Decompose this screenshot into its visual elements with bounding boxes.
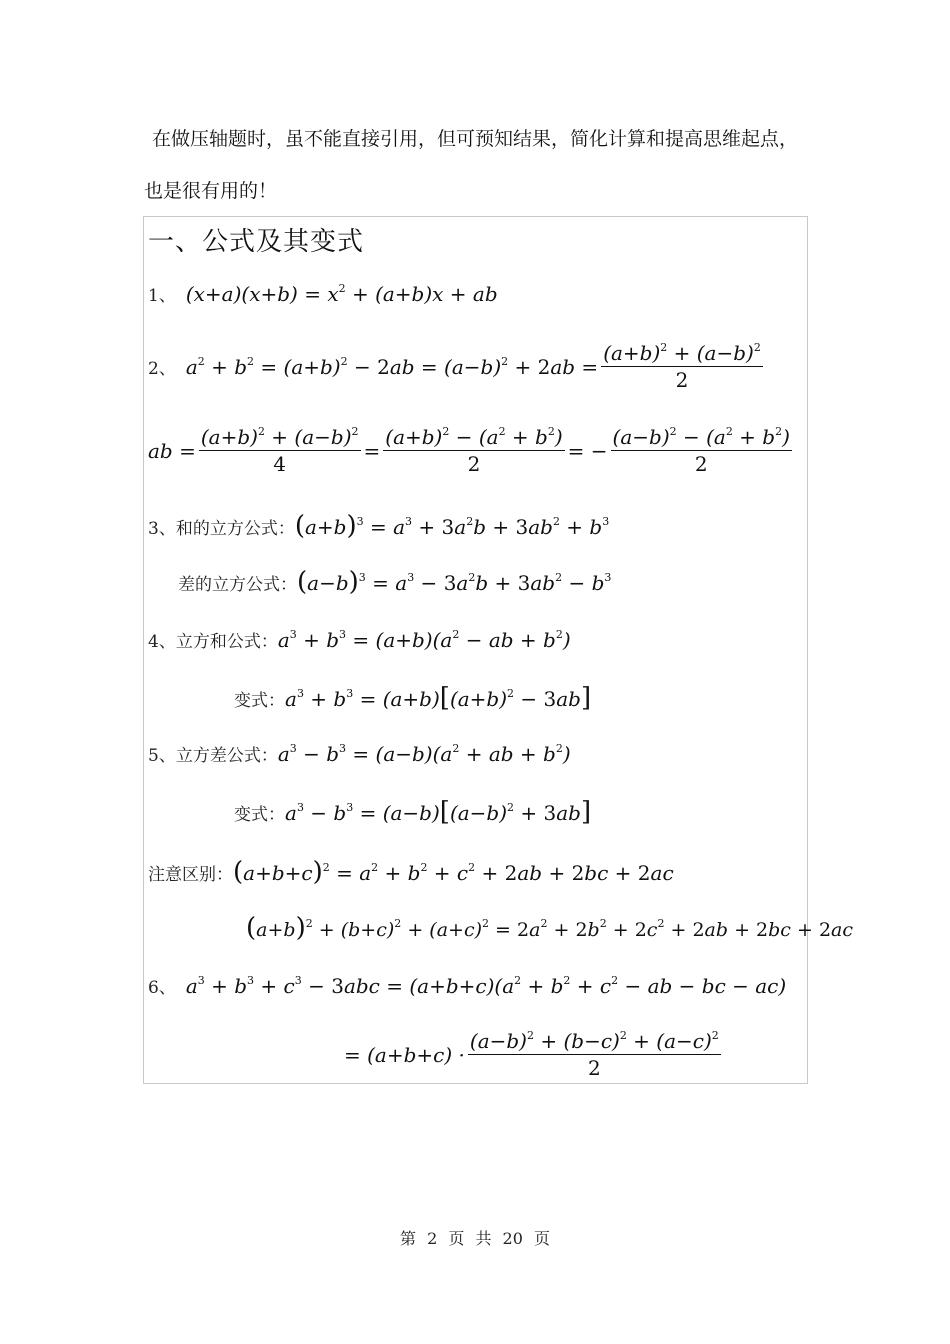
formula-image	[143, 216, 854, 1084]
page-footer: 第 2 页 共 20 页	[400, 1229, 550, 1248]
formula-3: 3、和的立方公式： $(a+b)^3 = a^3 + 3a^2b + 3ab^2 + b^3$	[148, 511, 610, 541]
formula-6-label: 6、	[148, 978, 176, 998]
formula-2-label: 2、	[148, 359, 176, 379]
formula-4-variant: 变式： $a^3 + b^3 = (a+b)[(a+b)^2 - 3ab]$	[234, 683, 592, 713]
formula-6: 6、 $a^3 + b^3 + c^3 - 3abc = (a+b+c)(a^2 + b^2 + c^2$ − ab − bc − ac)	[148, 973, 787, 998]
formula-1-label: 1、	[148, 286, 176, 306]
formula-5: 5、立方差公式： $a^3 - b^3 = (a-b)(a^2$ + ab + $b^2$)	[148, 741, 571, 766]
formula-3-label: 3、和的立方公式：	[148, 518, 295, 539]
formula-2-ab: ab = $\frac{(a+b)^2 + (a-b)^2}{4}$ = $\frac{(a+b)^2 - (a^2 + b^2)}{2}$ = − $\frac{(a-b)^2 - (a^2 + b^2)}{2}$	[148, 425, 790, 476]
formula-note-2: $(a+b)^2 + (b+c)^2 + (a+c)^2 = 2a^2 + 2b^2 + 2c^2 + 2ab + 2bc + 2ac$	[246, 913, 854, 943]
formula-6-b: = (a+b+c) · $\frac{(a-b)^2 + (b-c)^2 + (a-c)^2}{2}$	[344, 1029, 719, 1080]
section-title: 一、公式及其变式	[148, 227, 365, 257]
formula-5-variant-label: 变式：	[234, 804, 285, 825]
formula-5-variant: 变式： $a^3 - b^3 = (a-b)[(a-b)^2 + 3ab]$	[234, 797, 592, 827]
intro-line-1: 在做压轴题时，虽不能直接引用，但可预知结果，简化计算和提高思维起点，	[152, 128, 799, 150]
formula-1: 1、 $(x+a)(x+b) = x^2 + (a+b)x$ + ab	[148, 281, 498, 306]
formula-3b: 差的立方公式： $(a-b)^3 = a^3 - 3a^2b + 3ab^2 - b^3$	[178, 567, 612, 597]
formula-note-label: 注意区别：	[148, 864, 233, 885]
formula-3b-label: 差的立方公式：	[178, 574, 297, 595]
formula-note: 注意区别： $(a+b+c)^2 = a^2 + b^2 + c^2 + 2ab + 2bc + 2ac$	[148, 857, 674, 887]
intro-line-2: 也是很有用的！	[144, 180, 278, 202]
formula-2: 2、 $a^2 + b^2 = (a+b)^2 - 2ab = (a-b)^2 + 2ab$ = $\frac{(a+b)^2 + (a-b)^2}{2}$	[148, 341, 761, 392]
formula-5-label: 5、立方差公式：	[148, 746, 278, 766]
formula-4-label: 4、立方和公式：	[148, 632, 278, 652]
formula-4: 4、立方和公式： $a^3 + b^3 = (a+b)(a^2$ − ab + $b^2$)	[148, 627, 571, 652]
formula-4-variant-label: 变式：	[234, 690, 285, 711]
